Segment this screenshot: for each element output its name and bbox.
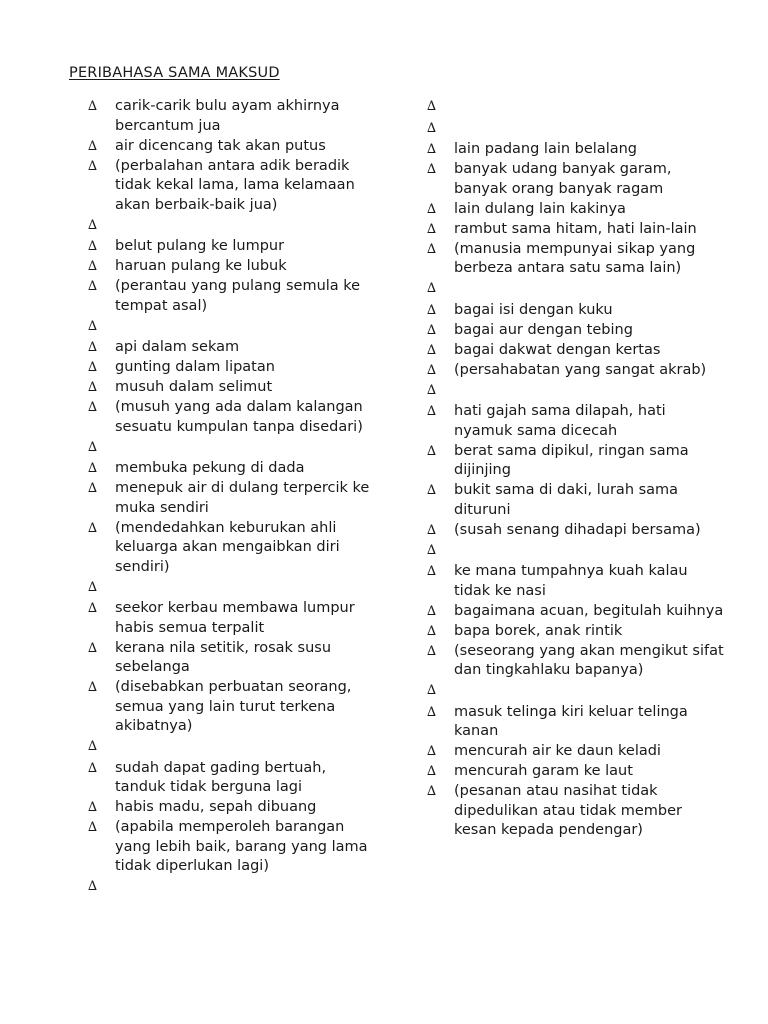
proverb-text: bagai aur dengan tebing [454, 321, 633, 338]
proverb-text: kerana nila setitik, rosak susu sebelanga [115, 639, 332, 675]
list-item [88, 216, 378, 237]
delta-bullet-icon: ∆ [427, 764, 437, 779]
delta-bullet-icon: ∆ [427, 281, 437, 296]
list-item [427, 402, 727, 441]
proverb-text: (manusia mempunyai sikap yang berbeza antara satu sama lain) [454, 240, 696, 276]
list-item [88, 277, 378, 316]
delta-bullet-icon: ∆ [427, 120, 437, 136]
delta-bullet-icon: ∆ [427, 241, 437, 257]
delta-bullet-icon: ∆ [88, 739, 98, 754]
list-item [427, 742, 727, 762]
proverb-text: (susah senang dihadapi bersama) [454, 521, 701, 538]
delta-bullet-icon: ∆ [88, 259, 98, 274]
list-item [427, 240, 727, 279]
delta-bullet-icon: ∆ [427, 404, 437, 419]
proverb-text: masuk telinga kiri keluar telinga kanan [454, 703, 688, 739]
delta-bullet-icon: ∆ [427, 683, 437, 698]
proverb-text: bagai isi dengan kuku [454, 301, 613, 318]
delta-bullet-icon: ∆ [427, 162, 437, 177]
delta-bullet-icon: ∆ [427, 342, 437, 358]
delta-bullet-icon: ∆ [427, 99, 437, 114]
delta-bullet-icon: ∆ [427, 522, 437, 538]
list-item [427, 521, 727, 541]
delta-bullet-icon: ∆ [88, 158, 98, 174]
delta-bullet-icon: ∆ [88, 318, 98, 334]
list-item [88, 678, 378, 737]
proverb-text: (seseorang yang akan mengikut sifat dan tingkahlaku bapanya) [454, 642, 724, 678]
proverb-text: sudah dapat gading bertuah, tanduk tidak berguna lagi [115, 759, 327, 795]
list-item [427, 762, 727, 782]
list-item [88, 599, 378, 638]
list-item [427, 321, 727, 341]
proverb-text: bagai dakwat dengan kertas [454, 341, 661, 358]
delta-bullet-icon: ∆ [88, 400, 98, 415]
delta-bullet-icon: ∆ [88, 340, 98, 355]
proverb-text: (perantau yang pulang semula ke tempat asal) [115, 278, 361, 314]
delta-bullet-icon: ∆ [88, 461, 98, 476]
proverb-text: lain padang lain belalang [454, 141, 638, 157]
delta-bullet-icon: ∆ [88, 579, 98, 595]
list-item [427, 381, 727, 402]
delta-bullet-icon: ∆ [427, 221, 437, 237]
list-item [427, 220, 727, 240]
proverb-text: mencurah air ke daun keladi [454, 743, 661, 759]
left-proverb-list [88, 97, 378, 899]
proverb-text: belut pulang ke lumpur [115, 238, 285, 254]
delta-bullet-icon: ∆ [427, 784, 437, 799]
proverb-text: (disebabkan perbuatan seorang, semua yang lain turut terkena akibatnya) [115, 679, 352, 734]
list-item [88, 257, 378, 277]
list-item [88, 877, 378, 898]
list-item [88, 639, 378, 678]
proverb-text: api dalam sekam [115, 339, 240, 355]
proverb-text: banyak udang banyak garam, banyak orang banyak ragam [454, 161, 672, 197]
delta-bullet-icon: ∆ [88, 601, 98, 616]
list-item [88, 818, 378, 877]
list-item [427, 481, 727, 520]
list-item [427, 160, 727, 199]
delta-bullet-icon: ∆ [88, 279, 98, 294]
delta-bullet-icon: ∆ [427, 643, 437, 659]
proverb-text: seekor kerbau membawa lumpur habis semua terpalit [115, 600, 355, 636]
list-item [88, 97, 378, 136]
list-item [88, 237, 378, 257]
list-item [427, 602, 727, 622]
list-item [427, 562, 727, 601]
delta-bullet-icon: ∆ [88, 380, 98, 395]
proverb-text: bagaimana acuan, begitulah kuihnya [454, 602, 724, 619]
delta-bullet-icon: ∆ [88, 439, 98, 455]
proverb-text: berat sama dipikul, ringan sama dijinjing [454, 442, 689, 478]
proverb-text: musuh dalam selimut [115, 379, 273, 395]
delta-bullet-icon: ∆ [88, 800, 98, 815]
page-title: PERIBAHASA SAMA MAKSUD [69, 65, 280, 81]
delta-bullet-icon: ∆ [88, 239, 98, 254]
list-item [88, 317, 378, 338]
right-proverb-list [427, 97, 727, 841]
delta-bullet-icon: ∆ [427, 623, 437, 639]
list-item [88, 798, 378, 818]
list-item [427, 140, 727, 160]
proverb-text: bukit sama di daki, lurah sama dituruni [454, 482, 679, 518]
delta-bullet-icon: ∆ [427, 362, 437, 378]
list-item [88, 519, 378, 578]
delta-bullet-icon: ∆ [88, 360, 98, 375]
list-item [427, 119, 727, 140]
proverb-text: (musuh yang ada dalam kalangan sesuatu kumpulan tanpa disedari) [115, 399, 363, 435]
delta-bullet-icon: ∆ [427, 201, 437, 217]
list-item [88, 737, 378, 758]
list-item [88, 157, 378, 216]
list-item [427, 361, 727, 381]
list-item [88, 378, 378, 398]
proverb-text: gunting dalam lipatan [115, 359, 275, 375]
delta-bullet-icon: ∆ [88, 217, 98, 233]
delta-bullet-icon: ∆ [88, 879, 98, 894]
delta-bullet-icon: ∆ [88, 680, 98, 695]
list-item [427, 341, 727, 361]
delta-bullet-icon: ∆ [88, 138, 98, 154]
proverb-text: (perbalahan antara adik beradik tidak kekal lama, lama kelamaan akan berbaik-baik jua) [115, 157, 355, 213]
delta-bullet-icon: ∆ [88, 99, 98, 114]
list-item [427, 681, 727, 702]
delta-bullet-icon: ∆ [88, 820, 98, 835]
list-item [88, 338, 378, 358]
list-item [427, 622, 727, 642]
proverb-text: menepuk air di dulang terpercik ke muka sendiri [115, 480, 370, 516]
list-item [427, 642, 727, 681]
delta-bullet-icon: ∆ [427, 142, 437, 157]
proverb-text: habis madu, sepah dibuang [115, 799, 317, 815]
list-item [427, 703, 727, 742]
list-item [88, 358, 378, 378]
delta-bullet-icon: ∆ [427, 542, 437, 558]
proverb-text: haruan pulang ke lubuk [115, 258, 287, 274]
delta-bullet-icon: ∆ [88, 481, 98, 496]
list-item [88, 398, 378, 437]
list-item [88, 459, 378, 479]
delta-bullet-icon: ∆ [427, 603, 437, 619]
delta-bullet-icon: ∆ [88, 760, 98, 776]
proverb-text: mencurah garam ke laut [454, 763, 633, 779]
list-item [88, 438, 378, 459]
delta-bullet-icon: ∆ [427, 322, 437, 338]
delta-bullet-icon: ∆ [88, 640, 98, 656]
list-item [427, 442, 727, 481]
delta-bullet-icon: ∆ [427, 744, 437, 759]
list-item [427, 97, 727, 118]
proverb-text: (mendedahkan keburukan ahli keluarga akan mengaibkan diri sendiri) [115, 519, 340, 575]
list-item [427, 541, 727, 562]
list-item [88, 578, 378, 599]
proverb-text: carik-carik bulu ayam akhirnya bercantum jua [115, 98, 340, 134]
delta-bullet-icon: ∆ [427, 564, 437, 579]
list-item [427, 782, 727, 841]
list-item [427, 301, 727, 321]
proverb-text: (persahabatan yang sangat akrab) [454, 361, 707, 378]
proverb-text: rambut sama hitam, hati lain-lain [454, 220, 697, 237]
list-item [88, 137, 378, 157]
proverb-text: lain dulang lain kakinya [454, 200, 626, 217]
proverb-text: (apabila memperoleh barangan yang lebih baik, barang yang lama tidak diperlukan lagi) [115, 819, 368, 874]
delta-bullet-icon: ∆ [427, 382, 437, 398]
proverb-text: air dicencang tak akan putus [115, 137, 326, 154]
delta-bullet-icon: ∆ [427, 704, 437, 720]
proverb-text: membuka pekung di dada [115, 460, 305, 476]
delta-bullet-icon: ∆ [427, 302, 437, 318]
delta-bullet-icon: ∆ [88, 520, 98, 536]
list-item [88, 479, 378, 518]
delta-bullet-icon: ∆ [427, 483, 437, 498]
proverb-text: ke mana tumpahnya kuah kalau tidak ke nasi [454, 563, 688, 599]
list-item [427, 200, 727, 220]
proverb-text: bapa borek, anak rintik [454, 622, 623, 639]
delta-bullet-icon: ∆ [427, 443, 437, 459]
proverb-text: (pesanan atau nasihat tidak dipedulikan atau tidak member kesan kepada pendengar) [454, 783, 682, 838]
list-item [88, 759, 378, 798]
list-item [427, 279, 727, 300]
proverb-text: hati gajah sama dilapah, hati nyamuk sama dicecah [454, 403, 666, 439]
